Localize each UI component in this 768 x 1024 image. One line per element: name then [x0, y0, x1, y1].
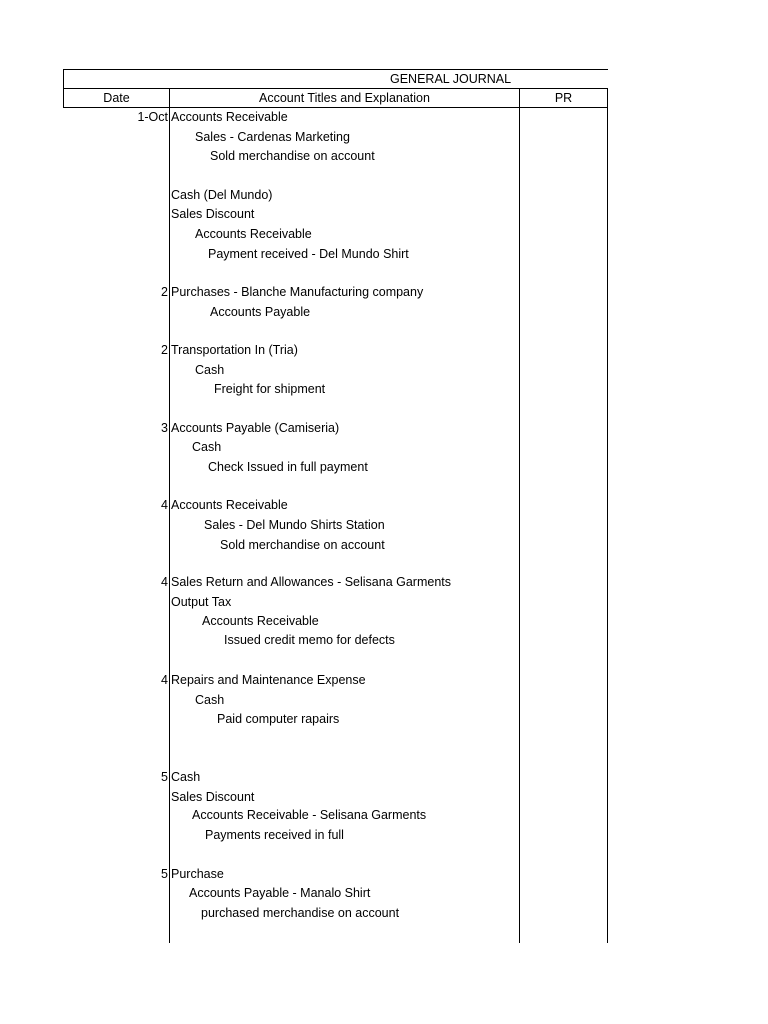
entry-explanation: Payments received in full — [205, 828, 344, 842]
credit-account: Cash — [195, 363, 225, 377]
debit-account: Sales Discount — [171, 790, 255, 804]
credit-account: Sales - Cardenas Marketing — [195, 130, 350, 144]
table-right-border — [607, 88, 608, 943]
journal-title: GENERAL JOURNAL — [390, 72, 512, 86]
date-column-header: Date — [103, 91, 130, 105]
entry-explanation: Paid computer rapairs — [217, 712, 340, 726]
debit-account: Cash (Del Mundo) — [171, 188, 273, 202]
date-column-divider — [169, 88, 170, 943]
credit-account: Cash — [195, 693, 225, 707]
credit-account: Accounts Payable — [210, 305, 311, 319]
entry-explanation: purchased merchandise on account — [201, 906, 400, 920]
debit-account: Sales Discount — [171, 207, 255, 221]
header-row-bottom-border — [63, 107, 608, 108]
debit-account: Cash — [171, 770, 201, 784]
entry-explanation: Check Issued in full payment — [208, 460, 368, 474]
entry-explanation: Payment received - Del Mundo Shirt — [208, 247, 409, 261]
entry-date: 4 — [161, 575, 168, 589]
header-row-top-border — [63, 88, 608, 89]
title-row-top-border — [63, 69, 608, 70]
entry-date: 1-Oct — [137, 110, 168, 124]
entry-date: 5 — [161, 867, 168, 881]
debit-account: Accounts Payable (Camiseria) — [171, 421, 340, 435]
entry-date: 3 — [161, 421, 168, 435]
entry-date: 4 — [161, 673, 168, 687]
pr-column-header: PR — [554, 91, 573, 105]
entry-date: 2 — [161, 285, 168, 299]
pr-column-divider — [519, 88, 520, 943]
debit-account: Purchases - Blanche Manufacturing company — [171, 285, 424, 299]
debit-account: Repairs and Maintenance Expense — [171, 673, 366, 687]
credit-account: Accounts Receivable — [202, 614, 319, 628]
debit-account: Accounts Receivable — [171, 110, 288, 124]
debit-account: Output Tax — [171, 595, 232, 609]
debit-account: Purchase — [171, 867, 224, 881]
credit-account: Cash — [192, 440, 222, 454]
debit-account: Sales Return and Allowances - Selisana Garments — [171, 575, 452, 589]
entry-date: 5 — [161, 770, 168, 784]
entry-date: 2 — [161, 343, 168, 357]
credit-account: Accounts Receivable — [195, 227, 312, 241]
entry-explanation: Freight for shipment — [214, 382, 326, 396]
debit-account: Accounts Receivable — [171, 498, 288, 512]
credit-account: Sales - Del Mundo Shirts Station — [204, 518, 385, 532]
account-column-header: Account Titles and Explanation — [259, 91, 430, 105]
credit-account: Accounts Receivable - Selisana Garments — [192, 808, 427, 822]
entry-explanation: Sold merchandise on account — [220, 538, 385, 552]
entry-explanation: Issued credit memo for defects — [224, 633, 395, 647]
debit-account: Transportation In (Tria) — [171, 343, 298, 357]
credit-account: Accounts Payable - Manalo Shirt — [189, 886, 371, 900]
entry-explanation: Sold merchandise on account — [210, 149, 375, 163]
entry-date: 4 — [161, 498, 168, 512]
